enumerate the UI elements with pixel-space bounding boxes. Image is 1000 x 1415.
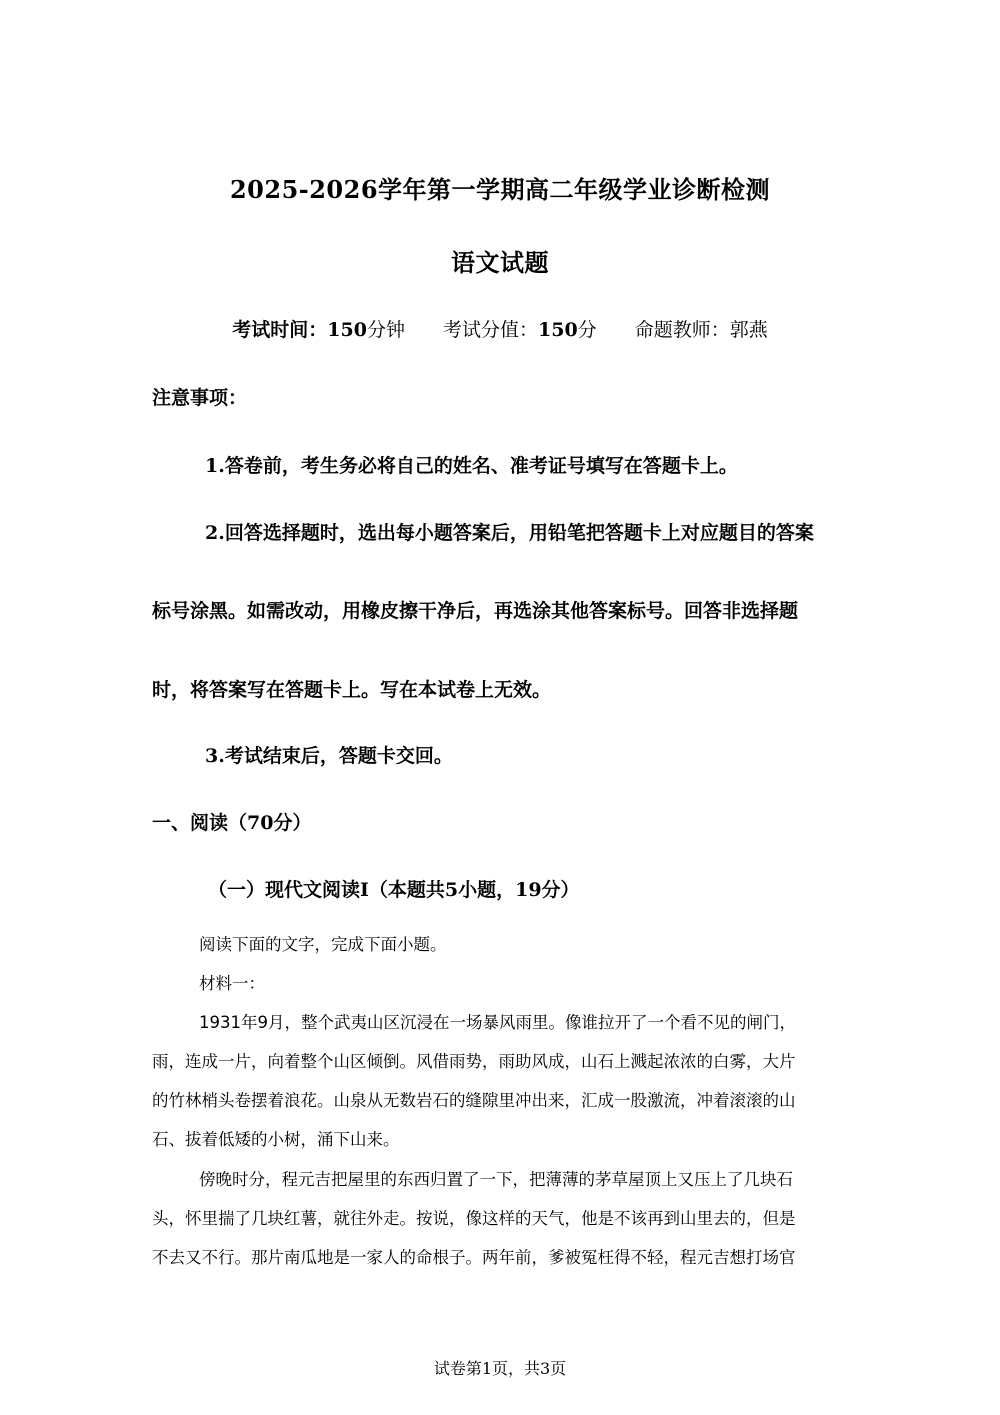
passage-instruction: 阅读下面的文字，完成下面小题。 <box>199 935 447 954</box>
subject-title: 语文试题 <box>451 248 549 277</box>
exam-title: 2025-2026学年第一学期高二年级学业诊断检测 <box>229 175 771 204</box>
passage-line: 雨，连成一片，向着整个山区倾倒。风借雨势，雨助风成，山石上溅起浓浓的白雾，大片 <box>152 1052 796 1071</box>
score-unit: 分 <box>577 319 597 341</box>
notice-item-2-line-3: 时，将答案写在答题卡上。写在本试卷上无效。 <box>152 679 552 701</box>
exam-meta <box>0 315 1000 342</box>
time-label: 考试时间： <box>232 319 328 341</box>
time-value: 150 <box>327 319 367 341</box>
section-part-1-sub-1: （一）现代文阅读I（本题共5小题，19分） <box>208 879 580 901</box>
notice-item-1: 1.答卷前，考生务必将自己的姓名、准考证号填写在答题卡上。 <box>205 455 738 477</box>
passage-line: 的竹林梢头卷摆着浪花。山泉从无数岩石的缝隙里冲出来，汇成一股激流，冲着滚滚的山 <box>152 1091 796 1110</box>
section-part-1: 一、阅读（70分） <box>152 812 312 834</box>
notice-heading: 注意事项： <box>152 387 248 409</box>
passage-line: 头，怀里揣了几块红薯，就往外走。按说，像这样的天气，他是不该再到山里去的，但是 <box>152 1209 796 1228</box>
page-footer: 试卷第1页，共3页 <box>433 1359 567 1378</box>
teacher: 命题教师：郭燕 <box>634 319 768 341</box>
score-value: 150 <box>538 319 578 341</box>
notice-item-3: 3.考试结束后，答题卡交回。 <box>205 745 453 767</box>
passage-line: 傍晚时分，程元吉把屋里的东西归置了一下，把薄薄的茅草屋顶上又压上了几块石 <box>199 1170 793 1189</box>
passage-line: 石、拔着低矮的小树，涌下山来。 <box>152 1130 400 1149</box>
notice-item-2-line-2: 标号涂黑。如需改动，用橡皮擦干净后，再选涂其他答案标号。回答非选择题 <box>152 600 799 622</box>
notice-item-2-line-1: 2.回答选择题时，选出每小题答案后，用铅笔把答题卡上对应题目的答案 <box>205 522 814 544</box>
score-label: 考试分值： <box>442 319 538 341</box>
time-unit: 分钟 <box>366 319 405 341</box>
material-label: 材料一： <box>199 974 265 993</box>
passage-line: 1931年9月，整个武夷山区沉浸在一场暴风雨里。像谁拉开了一个看不见的闸门， <box>199 1013 796 1032</box>
passage-line: 不去又不行。那片南瓜地是一家人的命根子。两年前，爹被冤枉得不轻，程元吉想打场官 <box>152 1248 796 1267</box>
